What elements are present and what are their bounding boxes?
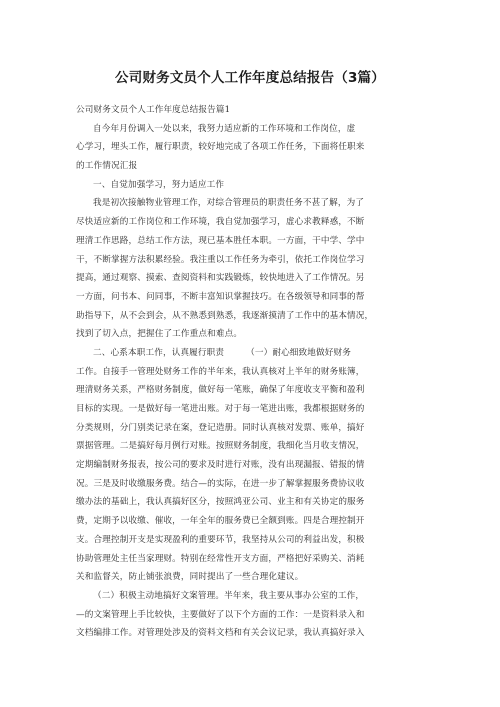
document-title: 公司财务文员个人工作年度总结报告（3篇）: [115, 70, 385, 86]
paragraph-line: 心学习，埋头工作，履行职责，较好地完成了各项工作任务，下面将任职来: [76, 142, 365, 153]
paragraph-line: 干，不断掌握方法积累经验。我注重以工作任务为牵引，依托工作岗位学习: [76, 254, 365, 265]
paragraph-line: 缴办法的基础上，我认真搞好区分，按照鸿亚公司、业主和有关协定的服务: [76, 497, 365, 508]
paragraph-line: 理清财务关系，严格财务制度，做好每一笔账，确保了年度收支平衡和盈利: [76, 385, 365, 396]
paragraph-line: 目标的实现。一是做好每一笔进出账。对于每一笔进出账，我都根据财务的: [76, 404, 365, 414]
paragraph-line: 二、心系本职工作，认真履行职责 （一）耐心细致地做好财务: [93, 347, 352, 358]
paragraph-line: 找到了切入点，把握住了工作重点和难点。: [76, 329, 243, 340]
document-body: [76, 101, 424, 643]
paragraph-line: 公司财务文员个人工作年度总结报告篇1: [76, 105, 231, 115]
paragraph-line: 文档编排工作。对管理处涉及的资料文档和有关会议记录，我认真搞好录入: [76, 628, 365, 639]
paragraph-line: 我是初次接触物业管理工作，对综合管理员的职责任务不甚了解，为了: [93, 198, 365, 209]
paragraph-line: 况。三是及时收缴服务费。结合—的实际，在进一步了解掌握服务费协议收: [76, 478, 365, 489]
paragraph-line: 定期编制财务报表，按公司的要求及时进行对账，没有出现漏报、错报的情: [76, 460, 365, 471]
paragraph-line: 的工作情况汇报: [76, 161, 138, 172]
paragraph-line: 自今年月份调入一处以来，我努力适应新的工作环境和工作岗位，虚: [93, 123, 356, 134]
paragraph-line: 理清工作思路，总结工作方法，现已基本胜任本职。一方面，干中学、学中: [76, 235, 365, 246]
paragraph-line: 一方面，问书本、问同事，不断丰富知识掌握技巧。在各级领导和同事的帮: [76, 291, 365, 302]
paragraph-line: —的文案管理上手比较快，主要做好了以下个方面的工作：一是资料录入和: [76, 609, 365, 620]
paragraph-line: （二）积极主动地搞好文案管理。半年来，我主要从事办公室的工作，: [93, 590, 365, 601]
paragraph-line: 关和监督关，防止铺张浪费，同时提出了一些合理化建议。: [76, 572, 304, 583]
paragraph-line: 分类规则，分门别类记录在案，登记造册。同时认真核对发票、账单，搞好: [76, 422, 365, 433]
paragraph-line: 一、自觉加强学习，努力适应工作: [93, 179, 225, 190]
paragraph-line: 协助管理处主任当家理财。特别在经常性开支方面，严格把好采购关、消耗: [76, 553, 365, 564]
paragraph-line: 费，定期予以收缴、催收，一年全年的服务费已全额到账。四是合理控制开: [76, 516, 365, 527]
paragraph-line: 提高，通过观察、摸索、查阅资料和实践锻炼，较快地进入了工作情况。另: [76, 273, 365, 284]
paragraph-line: 助指导下，从不会到会，从不熟悉到熟悉，我逐渐摸清了工作中的基本情况，: [76, 310, 374, 321]
paragraph-line: 尽快适应新的工作岗位和工作环境，我自觉加强学习，虚心求教释惑，不断: [76, 217, 365, 228]
paragraph-line: 支。合理控制开支是实现盈利的重要环节，我坚持从公司的利益出发，积极: [76, 534, 365, 545]
paragraph-line: 工作。自接手一管理处财务工作的半年来，我认真核对上半年的财务账簿，: [76, 366, 365, 377]
paragraph-line: 票据管理。二是搞好每月例行对账。按照财务制度，我细化当月收支情况，: [76, 441, 365, 452]
